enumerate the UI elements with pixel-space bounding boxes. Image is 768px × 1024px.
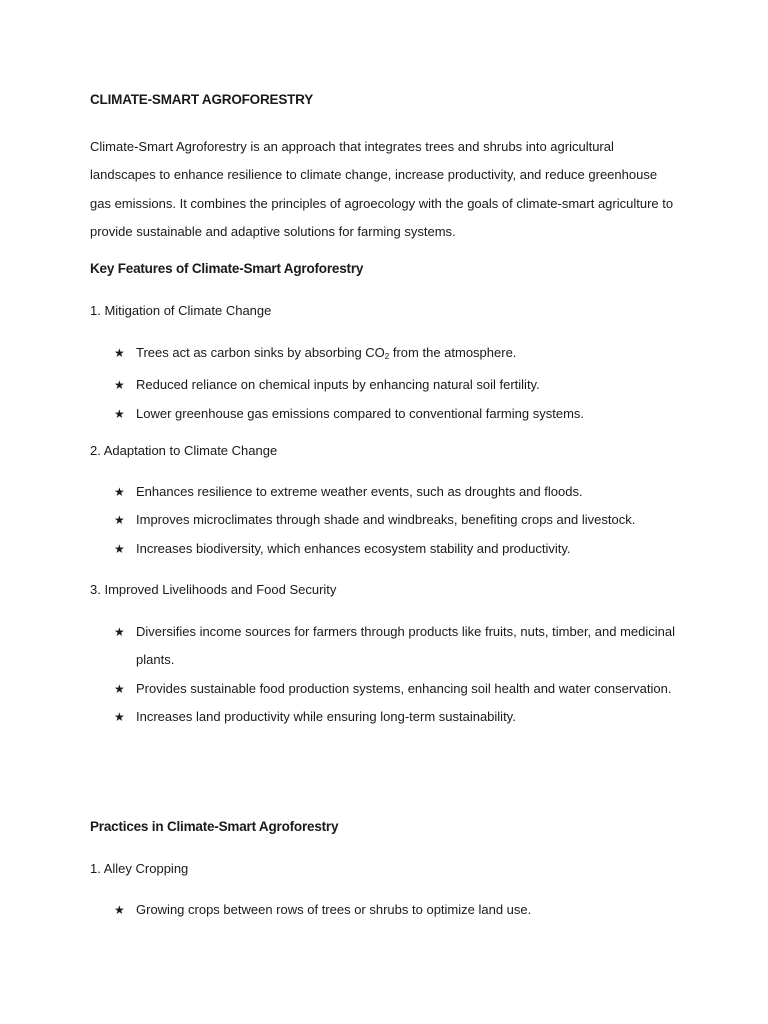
section-livelihoods-title: 3. Improved Livelihoods and Food Security bbox=[90, 582, 337, 597]
star-bullet-icon: ★ bbox=[114, 378, 125, 393]
list-item bbox=[114, 400, 684, 428]
section-adaptation-title: 2. Adaptation to Climate Change bbox=[90, 443, 278, 458]
list-item bbox=[114, 506, 684, 534]
co2-subscript: 2 bbox=[384, 352, 390, 361]
key-features-heading: Key Features of Climate-Smart Agroforestry bbox=[90, 261, 364, 276]
list-item bbox=[114, 703, 684, 731]
bullet-text: Trees act as carbon sinks by absorbing CO bbox=[136, 345, 385, 360]
adaptation-bullet-list bbox=[114, 478, 684, 563]
bullet-text: Lower greenhouse gas emissions compared to conventional farming systems. bbox=[136, 405, 585, 421]
alley-cropping-bullet-list bbox=[114, 896, 684, 924]
list-item bbox=[114, 339, 684, 371]
star-bullet-icon: ★ bbox=[114, 541, 125, 556]
practices-heading: Practices in Climate-Smart Agroforestry bbox=[90, 819, 339, 834]
list-item bbox=[114, 675, 684, 703]
bullet-text-tail: from the atmosphere. bbox=[389, 345, 517, 360]
section-alley-cropping-title: 1. Alley Cropping bbox=[90, 861, 189, 876]
bullet-text: Growing crops between rows of trees or shrubs to optimize land use. bbox=[136, 902, 532, 917]
star-bullet-icon: ★ bbox=[114, 903, 125, 917]
list-item bbox=[114, 371, 684, 399]
star-bullet-icon: ★ bbox=[114, 406, 125, 421]
list-item bbox=[114, 896, 684, 924]
bullet-text: Increases land productivity while ensuring long-term sustainability. bbox=[136, 708, 516, 724]
list-item bbox=[114, 478, 684, 506]
document-title: CLIMATE-SMART AGROFORESTRY bbox=[90, 92, 314, 107]
intro-paragraph: Climate-Smart Agroforestry is an approach that integrates trees and shrubs into agricultural landscapes to enhance resilience to climate change, increase productivity, and reduce greenhouse gas emissions. It combines the principles of agroecology with the goals of climate-smart agriculture to provide sustainable and adaptive solutions for farming systems. bbox=[90, 139, 674, 239]
bullet-text: Enhances resilience to extreme weather events, such as droughts and floods. bbox=[136, 484, 583, 499]
star-bullet-icon: ★ bbox=[114, 709, 125, 724]
bullet-text: Provides sustainable food production systems, enhancing soil health and water conservation. bbox=[136, 680, 672, 696]
bullet-text: Diversifies income sources for farmers through products like fruits, nuts, timber, and medicinal plants. bbox=[136, 624, 675, 668]
bullet-text: Improves microclimates through shade and windbreaks, benefiting crops and livestock. bbox=[136, 512, 636, 528]
star-bullet-icon: ★ bbox=[114, 681, 125, 696]
bullet-text: Reduced reliance on chemical inputs by enhancing natural soil fertility. bbox=[136, 377, 540, 393]
list-item bbox=[114, 618, 684, 675]
section-mitigation-title: 1. Mitigation of Climate Change bbox=[90, 303, 272, 318]
star-bullet-icon: ★ bbox=[114, 625, 125, 639]
star-bullet-icon: ★ bbox=[114, 346, 125, 360]
bullet-text: Increases biodiversity, which enhances ecosystem stability and productivity. bbox=[136, 540, 571, 556]
star-bullet-icon: ★ bbox=[114, 513, 125, 528]
list-item bbox=[114, 535, 684, 563]
mitigation-bullet-list bbox=[114, 339, 684, 428]
livelihoods-bullet-list bbox=[114, 618, 684, 731]
star-bullet-icon: ★ bbox=[114, 485, 125, 499]
